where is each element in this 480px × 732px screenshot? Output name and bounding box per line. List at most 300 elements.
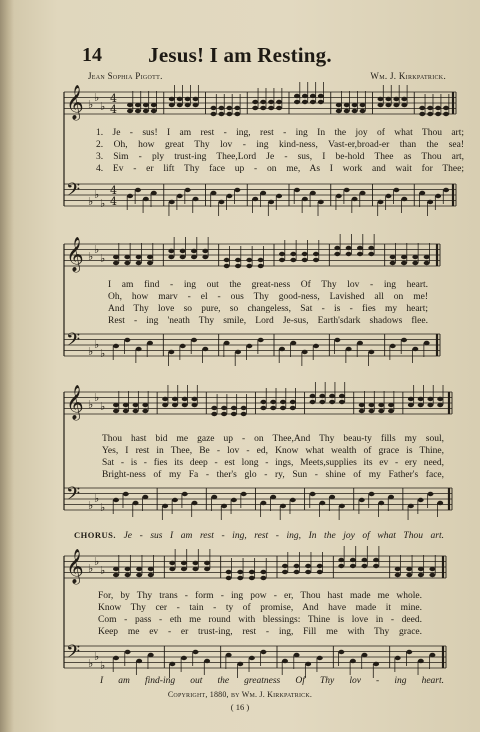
note-head xyxy=(237,570,243,574)
note-head xyxy=(443,106,449,110)
flat-icon: ♭ xyxy=(88,195,94,208)
note-head xyxy=(294,94,300,98)
note-head xyxy=(427,112,433,116)
note-head xyxy=(136,659,142,663)
note-head xyxy=(135,188,141,192)
chorus-text: Je - sus I am rest - ing, rest - ing, In the joy of what Thou art. xyxy=(123,531,444,541)
note-head xyxy=(419,112,425,116)
flat-icon: ♭ xyxy=(94,650,100,663)
note-head xyxy=(350,659,356,663)
note-head xyxy=(125,573,131,577)
note-head xyxy=(429,573,435,577)
note-head xyxy=(191,338,197,342)
note-head xyxy=(218,106,224,110)
note-head xyxy=(302,258,308,262)
note-head xyxy=(378,403,384,407)
note-head xyxy=(125,650,131,654)
note-head xyxy=(395,656,401,660)
note-head xyxy=(302,197,308,201)
note-head xyxy=(290,252,296,256)
page-number: ( 16 ) xyxy=(230,702,250,712)
note-head xyxy=(260,106,266,110)
note-head xyxy=(143,197,149,201)
note-head xyxy=(310,100,316,104)
note-head xyxy=(279,258,285,262)
note-head xyxy=(192,397,198,401)
note-head xyxy=(172,403,178,407)
note-head xyxy=(360,109,366,113)
note-head xyxy=(148,573,154,577)
note-head xyxy=(290,406,296,410)
note-head xyxy=(241,412,247,416)
note-head xyxy=(406,567,412,571)
lyric-line-s3-v1: Thou hast bid me gaze up - on Thee,And Thy beau-ty fills my soul, xyxy=(102,434,444,444)
note-head xyxy=(369,492,375,496)
note-head xyxy=(357,246,363,250)
note-head xyxy=(270,406,276,410)
note-head xyxy=(224,341,230,345)
copyright-notice: Copyright, 1880, by Wm. J. Kirkpatrick. xyxy=(167,690,313,699)
note-head xyxy=(359,498,365,502)
note-head xyxy=(169,567,175,571)
note-head xyxy=(385,103,391,107)
note-head xyxy=(276,100,282,104)
lyric-line-s2-v2: Oh, how marv - el - ous Thy good-ness, Lavished all on me! xyxy=(108,292,428,302)
note-head xyxy=(352,197,358,201)
note-head xyxy=(113,255,119,259)
note-head xyxy=(313,344,319,348)
note-head xyxy=(181,561,187,565)
note-head xyxy=(418,567,424,571)
note-head xyxy=(268,100,274,104)
note-head xyxy=(241,492,247,496)
note-head xyxy=(246,264,252,268)
flat-icon: ♭ xyxy=(100,197,106,210)
note-head xyxy=(290,258,296,262)
note-head xyxy=(224,264,230,268)
note-head xyxy=(143,103,149,107)
note-head xyxy=(193,567,199,571)
note-head xyxy=(350,558,356,562)
bass-clef-icon: 𝄢 xyxy=(66,642,81,667)
note-head xyxy=(192,403,198,407)
note-head xyxy=(151,191,157,195)
note-head xyxy=(124,338,130,342)
note-head xyxy=(143,109,149,113)
flat-icon: ♭ xyxy=(100,100,106,113)
note-head xyxy=(180,249,186,253)
note-head xyxy=(191,249,197,253)
note-head xyxy=(339,400,345,404)
note-head xyxy=(226,112,232,116)
note-head xyxy=(419,191,425,195)
note-head xyxy=(401,97,407,101)
bass-clef-icon: 𝄢 xyxy=(66,180,81,205)
note-head xyxy=(318,100,324,104)
note-head xyxy=(401,255,407,259)
note-head xyxy=(424,255,430,259)
note-head xyxy=(310,394,316,398)
note-head xyxy=(401,261,407,265)
note-head xyxy=(429,567,435,571)
note-head xyxy=(147,261,153,265)
lyricist-credit: Jean Sophia Pigott. xyxy=(88,71,163,81)
note-head xyxy=(406,573,412,577)
note-head xyxy=(169,97,175,101)
note-head xyxy=(142,403,148,407)
note-head xyxy=(373,662,379,666)
note-head xyxy=(357,341,363,345)
note-head xyxy=(280,406,286,410)
bass-lyric-line: I am find-ing out the greatness Of Thy lov - ing heart. xyxy=(100,676,444,686)
note-head xyxy=(401,197,407,201)
note-head xyxy=(418,397,424,401)
bass-clef-icon: 𝄢 xyxy=(66,330,81,355)
note-head xyxy=(226,194,232,198)
note-head xyxy=(221,406,227,410)
note-head xyxy=(142,409,148,413)
note-head xyxy=(368,246,374,250)
note-head xyxy=(408,403,414,407)
note-head xyxy=(360,191,366,195)
note-head xyxy=(362,653,368,657)
note-head xyxy=(408,397,414,401)
note-head xyxy=(162,403,168,407)
note-head xyxy=(350,564,356,568)
note-head xyxy=(412,255,418,259)
note-head xyxy=(338,650,344,654)
note-head xyxy=(393,103,399,107)
note-head xyxy=(362,564,368,568)
flat-icon: ♭ xyxy=(94,188,100,201)
note-head xyxy=(390,261,396,265)
note-head xyxy=(204,567,210,571)
note-head xyxy=(378,200,384,204)
note-head xyxy=(127,109,133,113)
flat-icon: ♭ xyxy=(94,492,100,505)
note-head xyxy=(302,94,308,98)
note-head xyxy=(427,397,433,401)
note-head xyxy=(136,573,142,577)
note-head xyxy=(246,344,252,348)
note-head xyxy=(373,564,379,568)
note-head xyxy=(268,200,274,204)
lyric-line-s1-v1: 1. Je - sus! I am rest - ing, rest - ing In the joy of what Thou art; xyxy=(96,128,464,138)
note-head xyxy=(168,255,174,259)
note-head xyxy=(393,188,399,192)
note-head xyxy=(437,397,443,401)
note-head xyxy=(202,249,208,253)
note-head xyxy=(339,394,345,398)
note-head xyxy=(211,112,217,116)
note-head xyxy=(182,492,188,496)
note-head xyxy=(252,106,258,110)
note-head xyxy=(252,100,258,104)
note-head xyxy=(113,573,119,577)
note-head xyxy=(185,97,191,101)
note-head xyxy=(127,194,133,198)
note-head xyxy=(211,406,217,410)
note-head xyxy=(235,258,241,262)
note-head xyxy=(294,570,300,574)
note-head xyxy=(408,504,414,508)
note-head xyxy=(113,261,119,265)
note-head xyxy=(169,662,175,666)
note-head xyxy=(226,570,232,574)
note-head xyxy=(235,350,241,354)
note-head xyxy=(135,103,141,107)
flat-icon: ♭ xyxy=(100,252,106,265)
note-head xyxy=(369,409,375,413)
note-head xyxy=(234,188,240,192)
note-head xyxy=(378,409,384,413)
time-signature-top: 4 xyxy=(110,184,117,197)
note-head xyxy=(357,252,363,256)
note-head xyxy=(168,350,174,354)
note-head xyxy=(360,103,366,107)
note-head xyxy=(406,650,412,654)
note-head xyxy=(427,492,433,496)
note-head xyxy=(276,194,282,198)
note-head xyxy=(385,97,391,101)
note-head xyxy=(231,406,237,410)
flat-icon: ♭ xyxy=(100,347,106,360)
note-head xyxy=(168,249,174,253)
note-head xyxy=(427,403,433,407)
note-head xyxy=(113,656,119,660)
note-head xyxy=(260,501,266,505)
note-head xyxy=(237,576,243,580)
note-head xyxy=(310,191,316,195)
note-head xyxy=(192,501,198,505)
flat-icon: ♭ xyxy=(88,250,94,263)
lyric-line-s4-v1: For, by Thy trans - form - ing pow - er, Thou hast made me whole. xyxy=(98,591,422,601)
note-head xyxy=(270,400,276,404)
hymn-number: 14 xyxy=(82,44,102,66)
note-head xyxy=(429,653,435,657)
note-head xyxy=(329,400,335,404)
note-head xyxy=(193,650,199,654)
note-head xyxy=(124,261,130,265)
lyric-line-s4-v2: Know Thy cer - tain - ty of promise, And have made it mine. xyxy=(98,603,422,613)
flat-icon: ♭ xyxy=(88,98,94,111)
note-head xyxy=(241,406,247,410)
note-head xyxy=(435,106,441,110)
note-head xyxy=(368,350,374,354)
note-head xyxy=(294,564,300,568)
note-head xyxy=(318,200,324,204)
note-head xyxy=(279,347,285,351)
note-head xyxy=(276,106,282,110)
note-head xyxy=(352,109,358,113)
note-head xyxy=(260,650,266,654)
note-head xyxy=(211,412,217,416)
flat-icon: ♭ xyxy=(88,345,94,358)
note-head xyxy=(204,659,210,663)
note-head xyxy=(113,344,119,348)
note-head xyxy=(310,94,316,98)
note-head xyxy=(249,576,255,580)
note-head xyxy=(133,403,139,407)
note-head xyxy=(113,498,119,502)
lyric-line-s2-v1: I am find - ing out the great-ness Of Thy lov - ing heart. xyxy=(108,280,428,290)
note-head xyxy=(231,498,237,502)
note-head xyxy=(185,188,191,192)
note-head xyxy=(319,394,325,398)
treble-clef-icon: 𝄞 xyxy=(66,237,84,272)
note-head xyxy=(443,188,449,192)
note-head xyxy=(260,406,266,410)
note-head xyxy=(169,561,175,565)
note-head xyxy=(418,659,424,663)
lyric-line-s1-v4: 4. Ev - er lift Thy face up - on me, As I work and wait for Thee; xyxy=(96,164,464,174)
note-head xyxy=(294,188,300,192)
treble-clef-icon: 𝄞 xyxy=(66,549,84,584)
note-head xyxy=(133,501,139,505)
note-head xyxy=(388,409,394,413)
note-head xyxy=(418,498,424,502)
flat-icon: ♭ xyxy=(88,562,94,575)
lyric-line-s2-v4: Rest - ing 'neath Thy smile, Lord Je-sus, Earth'sdark shadows flee. xyxy=(108,316,428,326)
note-head xyxy=(226,653,232,657)
note-head xyxy=(385,194,391,198)
note-head xyxy=(378,103,384,107)
note-head xyxy=(282,564,288,568)
note-head xyxy=(310,400,316,404)
note-head xyxy=(136,261,142,265)
flat-icon: ♭ xyxy=(88,398,94,411)
note-head xyxy=(123,403,129,407)
note-head xyxy=(395,573,401,577)
lyric-line-s4-v3: Com - pass - eth me round with blessings: Thine is love in - deed. xyxy=(98,615,422,625)
time-signature-top: 4 xyxy=(110,92,117,105)
note-head xyxy=(334,246,340,250)
note-head xyxy=(317,570,323,574)
flat-icon: ♭ xyxy=(94,338,100,351)
note-head xyxy=(294,100,300,104)
note-head xyxy=(336,194,342,198)
note-head xyxy=(211,191,217,195)
note-head xyxy=(226,576,232,580)
note-head xyxy=(258,258,264,262)
note-head xyxy=(162,397,168,401)
note-head xyxy=(218,200,224,204)
lyric-line-s4-v4: Keep me ev - er trust-ing, rest - ing, Fill me with Thy grace. xyxy=(98,627,422,637)
note-head xyxy=(418,573,424,577)
note-head xyxy=(258,338,264,342)
note-head xyxy=(221,412,227,416)
note-head xyxy=(310,492,316,496)
note-head xyxy=(224,258,230,262)
note-head xyxy=(202,347,208,351)
note-head xyxy=(329,495,335,499)
note-head xyxy=(329,394,335,398)
note-head xyxy=(388,403,394,407)
note-head xyxy=(346,246,352,250)
note-head xyxy=(113,403,119,407)
note-head xyxy=(305,662,311,666)
treble-clef-icon: 𝄞 xyxy=(66,385,84,420)
note-head xyxy=(177,97,183,101)
note-head xyxy=(334,338,340,342)
note-head xyxy=(193,103,199,107)
note-head xyxy=(133,409,139,413)
note-head xyxy=(419,106,425,110)
hymn-title: Jesus! I am Resting. xyxy=(148,43,332,67)
note-head xyxy=(147,341,153,345)
note-head xyxy=(193,97,199,101)
note-head xyxy=(226,106,232,110)
note-head xyxy=(318,94,324,98)
note-head xyxy=(234,112,240,116)
note-head xyxy=(249,570,255,574)
note-head xyxy=(123,409,129,413)
flat-icon: ♭ xyxy=(94,243,100,256)
note-head xyxy=(202,255,208,259)
note-head xyxy=(123,492,129,496)
note-head xyxy=(260,570,266,574)
bass-clef-icon: 𝄢 xyxy=(66,484,81,509)
note-head xyxy=(258,264,264,268)
note-head xyxy=(313,258,319,262)
note-head xyxy=(136,255,142,259)
note-head xyxy=(317,656,323,660)
note-head xyxy=(424,261,430,265)
lyric-line-s3-v3: Sat - is - fies its deep - est long - ings, Meets,supplies its ev - ery need, xyxy=(102,458,444,468)
note-head xyxy=(334,252,340,256)
flat-icon: ♭ xyxy=(100,659,106,672)
note-head xyxy=(151,109,157,113)
note-head xyxy=(113,409,119,413)
note-head xyxy=(435,194,441,198)
flat-icon: ♭ xyxy=(88,499,94,512)
note-head xyxy=(113,567,119,571)
note-head xyxy=(221,504,227,508)
note-head xyxy=(305,570,311,574)
note-head xyxy=(368,252,374,256)
note-head xyxy=(151,103,157,107)
note-head xyxy=(169,103,175,107)
note-head xyxy=(378,97,384,101)
note-head xyxy=(235,264,241,268)
note-head xyxy=(359,409,365,413)
note-head xyxy=(234,106,240,110)
note-head xyxy=(191,255,197,259)
note-head xyxy=(412,261,418,265)
note-head xyxy=(338,558,344,562)
note-head xyxy=(317,564,323,568)
note-head xyxy=(218,112,224,116)
note-head xyxy=(313,252,319,256)
note-head xyxy=(390,344,396,348)
note-head xyxy=(280,504,286,508)
note-head xyxy=(125,567,131,571)
note-head xyxy=(211,495,217,499)
note-head xyxy=(252,197,258,201)
note-head xyxy=(181,656,187,660)
chorus-line xyxy=(74,530,444,541)
note-head xyxy=(193,561,199,565)
note-head xyxy=(290,400,296,404)
note-head xyxy=(395,567,401,571)
time-signature-bottom: 4 xyxy=(110,195,117,208)
note-head xyxy=(177,103,183,107)
note-head xyxy=(359,403,365,407)
note-head xyxy=(182,403,188,407)
note-head xyxy=(344,188,350,192)
note-head xyxy=(427,200,433,204)
note-head xyxy=(169,200,175,204)
